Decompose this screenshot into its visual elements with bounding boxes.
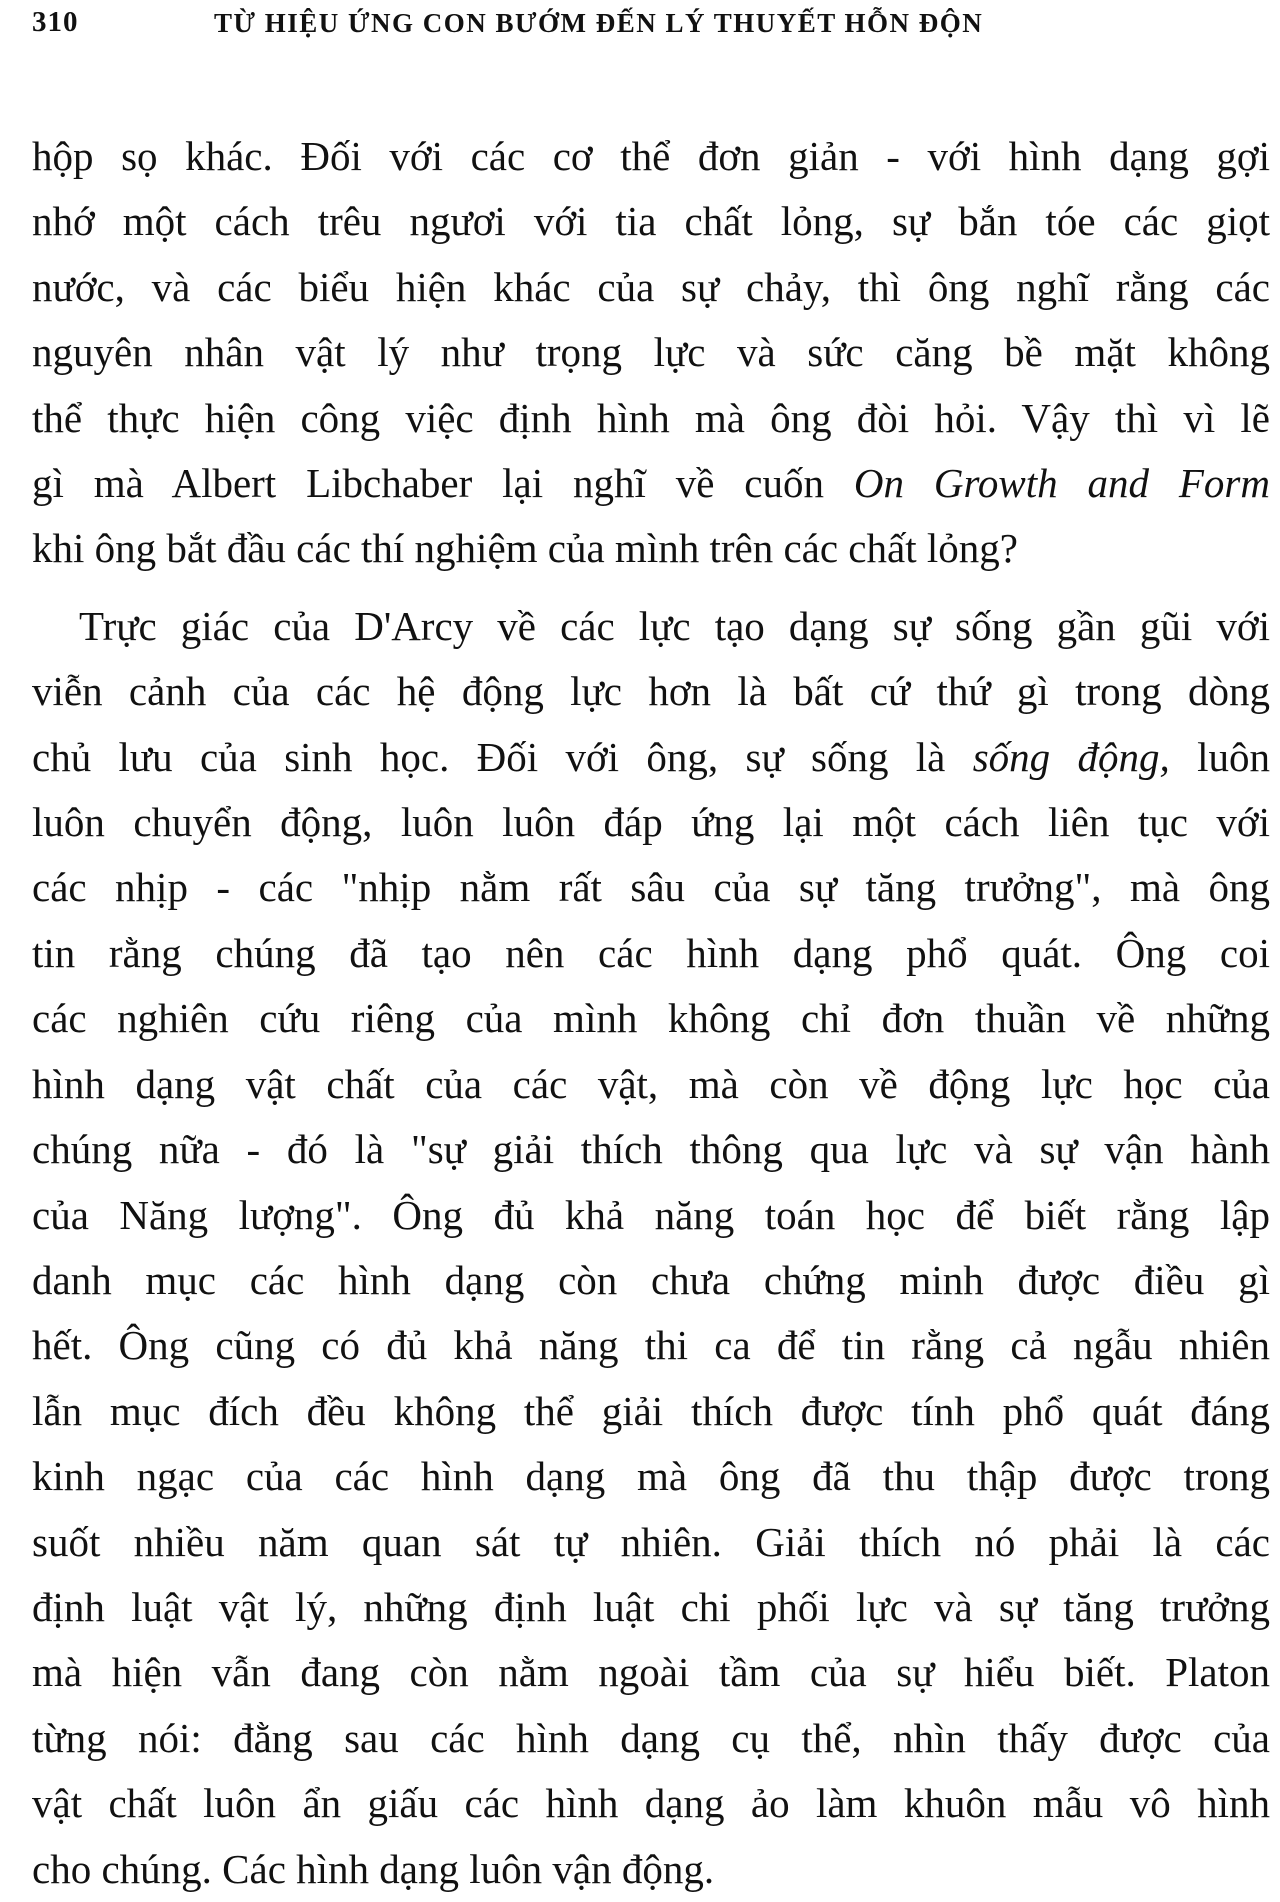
page-number: 310 bbox=[32, 6, 79, 38]
text-line: các nhịp - các "nhịp nằm rất sâu của sự tăng trưởng", mà ông bbox=[32, 864, 1270, 911]
text-line: cho chúng. Các hình dạng luôn vận động. bbox=[32, 1845, 715, 1892]
text-line: mà hiện vẫn đang còn nằm ngoài tầm của sự hiểu biết. Platon bbox=[32, 1649, 1270, 1696]
text-line: nhớ một cách trêu ngươi với tia chất lỏng, sự bắn tóe các giọt bbox=[32, 198, 1270, 245]
running-title: TỪ HIỆU ỨNG CON BƯỚM ĐẾN LÝ THUYẾT HỖN ĐỘN bbox=[214, 8, 984, 38]
text-line: danh mục các hình dạng còn chưa chứng minh được điều gì bbox=[32, 1256, 1270, 1303]
text-run: gì mà Albert Libchaber lại nghĩ về cuốn bbox=[32, 460, 854, 507]
text-line: nguyên nhân vật lý như trọng lực và sức căng bề mặt không bbox=[32, 329, 1270, 376]
text-line: vật chất luôn ẩn giấu các hình dạng ảo làm khuôn mẫu vô hình bbox=[32, 1780, 1270, 1827]
text-line: nước, và các biểu hiện khác của sự chảy, thì ông nghĩ rằng các bbox=[32, 263, 1270, 310]
running-header bbox=[32, 6, 1264, 54]
text-line: Trực giác của D'Arcy về các lực tạo dạng sự sống gần gũi với bbox=[79, 602, 1270, 649]
text-line: hình dạng vật chất của các vật, mà còn về động lực học của bbox=[32, 1060, 1270, 1107]
text-line: luôn chuyển động, luôn luôn đáp ứng lại một cách liên tục với bbox=[32, 799, 1270, 846]
text-run: chủ lưu của sinh học. Đối với ông, sự sống là bbox=[32, 733, 973, 780]
text-line: các nghiên cứu riêng của mình không chỉ đơn thuần về những bbox=[32, 995, 1270, 1042]
paragraph-1 bbox=[32, 124, 1270, 582]
text-line: hết. Ông cũng có đủ khả năng thi ca để tin rằng cả ngẫu nhiên bbox=[32, 1322, 1270, 1369]
text-line: của Năng lượng". Ông đủ khả năng toán học để biết rằng lập bbox=[32, 1191, 1270, 1238]
text-line: chúng nữa - đó là "sự giải thích thông qua lực và sự vận hành bbox=[32, 1126, 1270, 1173]
emphasis-italic: sống động, bbox=[972, 733, 1170, 780]
text-line: từng nói: đằng sau các hình dạng cụ thể, nhìn thấy được của bbox=[32, 1714, 1270, 1761]
text-line: kinh ngạc của các hình dạng mà ông đã thu thập được trong bbox=[32, 1453, 1270, 1500]
text-run: luôn bbox=[1169, 733, 1270, 780]
text-line: suốt nhiều năm quan sát tự nhiên. Giải thích nó phải là các bbox=[32, 1518, 1270, 1565]
text-line: lẫn mục đích đều không thể giải thích được tính phổ quát đáng bbox=[32, 1387, 1270, 1434]
text-line bbox=[32, 451, 1270, 516]
text-line: viễn cảnh của các hệ động lực hơn là bất cứ thứ gì trong dòng bbox=[32, 668, 1270, 715]
text-line: hộp sọ khác. Đối với các cơ thể đơn giản - với hình dạng gợi bbox=[32, 133, 1270, 179]
paragraph-2 bbox=[32, 594, 1270, 1902]
body-text bbox=[32, 124, 1270, 1902]
text-line bbox=[32, 725, 1270, 790]
book-title-italic: On Growth and Form bbox=[853, 460, 1270, 507]
text-line: tin rằng chúng đã tạo nên các hình dạng phổ quát. Ông coi bbox=[32, 929, 1270, 976]
text-line: thể thực hiện công việc định hình mà ông đòi hỏi. Vậy thì vì lẽ bbox=[32, 394, 1270, 441]
text-line: định luật vật lý, những định luật chi phối lực và sự tăng trưởng bbox=[32, 1583, 1270, 1630]
text-line: khi ông bắt đầu các thí nghiệm của mình trên các chất lỏng? bbox=[32, 525, 1018, 572]
